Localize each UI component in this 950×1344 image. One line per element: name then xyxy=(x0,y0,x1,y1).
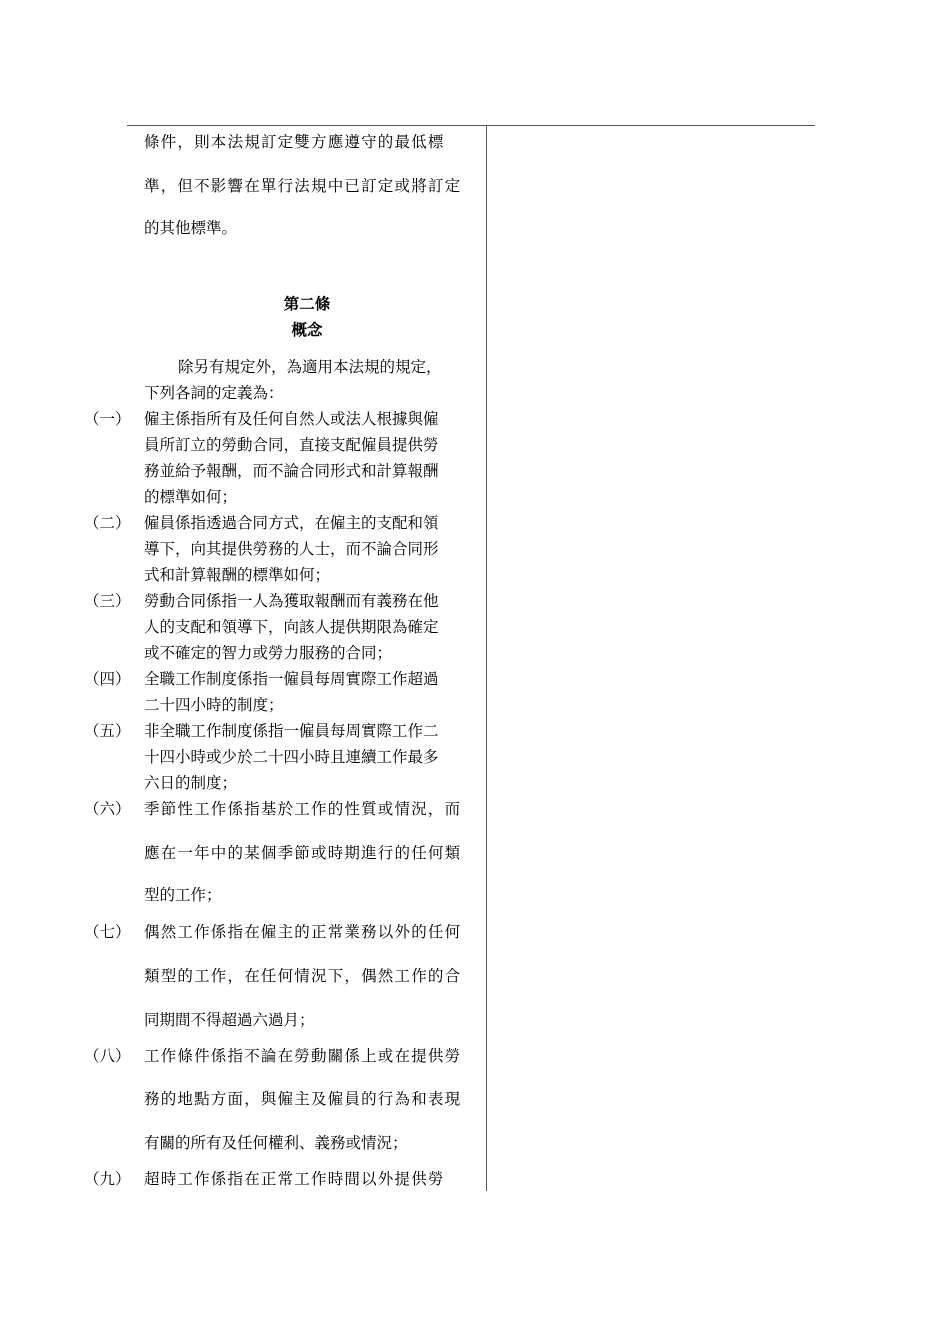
item-line: 僱員係指透過合同方式，在僱主的支配和領 xyxy=(144,514,439,532)
column-divider xyxy=(486,125,487,1191)
article-number: 第二條 xyxy=(283,295,331,313)
item-line: 季節性工作係指基於工作的性質或情況，而 xyxy=(144,800,462,818)
article-lead-line: 除另有規定外，為適用本法規的規定， xyxy=(178,358,442,376)
item-line: 偶然工作係指在僱主的正常業務以外的任何 xyxy=(144,923,462,941)
item-line: 僱主係指所有及任何自然人或法人根據與僱 xyxy=(144,410,439,428)
intro-line: 條件，則本法規訂定雙方應遵守的最低標 xyxy=(144,133,445,151)
item-marker: （三） xyxy=(84,592,131,610)
item-line: 務的地點方面，與僱主及僱員的行為和表現 xyxy=(144,1090,462,1108)
item-line: 類型的工作，在任何情況下，偶然工作的合 xyxy=(144,967,462,985)
item-line: 十四小時或少於二十四小時且連續工作最多 xyxy=(144,748,439,766)
item-line: 務並給予報酬，而不論合同形式和計算報酬 xyxy=(144,462,439,480)
item-line: 或不確定的智力或勞力服務的合同； xyxy=(144,644,393,662)
item-marker: （四） xyxy=(84,670,131,688)
item-line: 員所訂立的勞動合同，直接支配僱員提供勞 xyxy=(144,436,439,454)
item-line: 式和計算報酬的標準如何； xyxy=(144,566,331,584)
item-line: 有關的所有及任何權利、義務或情況； xyxy=(144,1134,408,1152)
item-marker: （一） xyxy=(84,410,131,428)
item-line: 二十四小時的制度； xyxy=(144,696,284,714)
item-line: 六日的制度； xyxy=(144,774,238,792)
item-marker: （六） xyxy=(84,800,131,818)
item-line: 勞動合同係指一人為獲取報酬而有義務在他 xyxy=(144,592,439,610)
item-line: 非全職工作制度係指一僱員每周實際工作二 xyxy=(144,722,439,740)
item-line: 同期間不得超過六過月； xyxy=(144,1011,315,1029)
article-title: 概念 xyxy=(291,321,323,339)
item-line: 工作條件係指不論在勞動關係上或在提供勞 xyxy=(144,1047,462,1065)
intro-line: 的其他標準。 xyxy=(144,219,238,237)
item-line: 超時工作係指在正常工作時間以外提供勞 xyxy=(144,1170,445,1188)
item-line: 的標準如何； xyxy=(144,488,238,506)
item-marker: （七） xyxy=(84,923,131,941)
item-line: 應在一年中的某個季節或時期進行的任何類 xyxy=(144,844,462,862)
top-rule xyxy=(127,125,815,126)
article-lead-line: 下列各詞的定義為： xyxy=(144,384,284,402)
item-line: 人的支配和領導下，向該人提供期限為確定 xyxy=(144,618,439,636)
item-line: 全職工作制度係指一僱員每周實際工作超過 xyxy=(144,670,439,688)
item-line: 導下，向其提供勞務的人士，而不論合同形 xyxy=(144,540,439,558)
item-marker: （八） xyxy=(84,1047,131,1065)
intro-line: 準，但不影響在單行法規中已訂定或將訂定 xyxy=(144,177,462,195)
item-line: 型的工作； xyxy=(144,886,222,904)
item-marker: （二） xyxy=(84,514,131,532)
item-marker: （五） xyxy=(84,722,131,740)
item-marker: （九） xyxy=(84,1170,131,1188)
